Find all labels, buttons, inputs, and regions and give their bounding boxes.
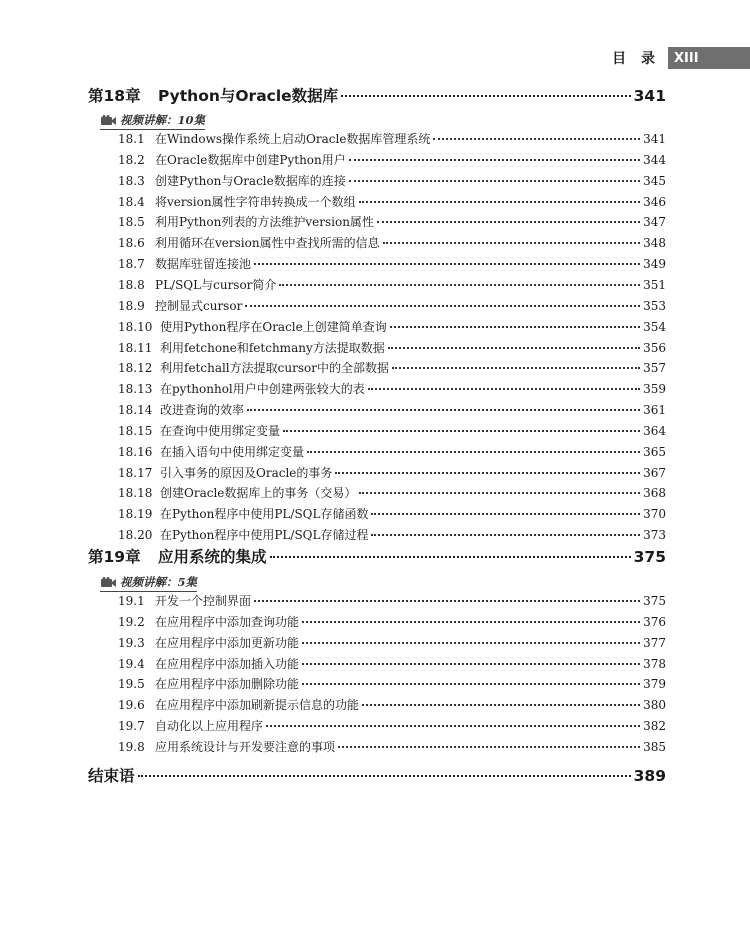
dot-leader [254, 263, 640, 265]
section-entry-title: 控制显式cursor [155, 298, 243, 313]
section-entry-title: 在插入语句中使用绑定变量 [160, 444, 305, 459]
section-entry-page: 373 [643, 528, 666, 543]
section-entry-page: 370 [643, 507, 666, 522]
section-entry-title: 在应用程序中添加更新功能 [155, 635, 300, 650]
section-entry[interactable] [118, 151, 666, 168]
section-entry-title: 开发一个控制界面 [155, 594, 252, 608]
section-entry-number: 19.2 [118, 614, 145, 629]
section-entry-number: 18.11 [118, 340, 153, 355]
section-entry-title: PL/SQL与cursor简介 [155, 277, 277, 292]
dot-leader [335, 472, 640, 474]
section-entry-number: 18.20 [118, 528, 153, 543]
video-camera-icon [100, 115, 117, 126]
section-entry-page: 368 [643, 486, 666, 501]
section-entry-page: 359 [643, 382, 666, 397]
section-entry-number: 19.8 [118, 739, 145, 754]
chapter-entry-title: Python与Oracle数据库 [158, 87, 339, 105]
section-entry-number: 18.17 [118, 465, 153, 480]
section-entry-number: 18.15 [118, 423, 153, 438]
section-entry-title: 在Python程序中使用PL/SQL存储过程 [160, 528, 369, 543]
section-entry-page: 385 [643, 739, 666, 754]
section-entry-page: 349 [643, 257, 666, 272]
dot-leader [338, 746, 640, 748]
dot-leader [341, 95, 630, 97]
dot-leader [368, 388, 640, 390]
section-entry[interactable] [118, 592, 666, 609]
section-entry[interactable] [118, 526, 666, 543]
section-entry-number: 18.6 [118, 236, 145, 251]
video-lecture-label: 视频讲解：5集 [120, 575, 198, 589]
section-entry[interactable] [118, 443, 666, 460]
section-entry-title: 使用Python程序在Oracle上创建简单查询 [160, 319, 387, 334]
dot-leader [362, 704, 640, 706]
section-entry-title: 创建Python与Oracle数据库的连接 [155, 173, 346, 188]
dot-leader [254, 600, 640, 602]
dot-leader [392, 367, 640, 369]
section-entry-number: 18.9 [118, 298, 145, 313]
dot-leader [302, 621, 640, 623]
section-entry[interactable] [118, 193, 666, 210]
section-entry[interactable] [118, 484, 666, 501]
section-entry-page: 346 [643, 194, 666, 209]
dot-leader [359, 492, 640, 494]
section-entry-page: 348 [643, 236, 666, 251]
video-camera-icon [100, 577, 117, 588]
section-entry[interactable] [118, 738, 666, 755]
section-entry-page: 354 [643, 319, 666, 334]
section-entry-title: 将version属性字符串转换成一个数组 [155, 194, 356, 209]
section-entry-page: 382 [643, 719, 666, 734]
chapter-entry[interactable] [88, 545, 666, 567]
section-entry-number: 18.18 [118, 486, 153, 501]
section-entry-page: 380 [643, 698, 666, 713]
dot-leader [349, 180, 640, 182]
section-entry-title: 创建Oracle数据库上的事务（交易） [160, 486, 357, 501]
section-entry-page: 376 [643, 614, 666, 629]
section-entry-title: 自动化以上应用程序 [155, 719, 264, 734]
chapter-entry-number: 第19章 [88, 548, 141, 566]
dot-leader [383, 242, 641, 244]
section-entry[interactable] [118, 422, 666, 439]
section-entry-number: 19.6 [118, 698, 145, 713]
section-entry-page: 353 [643, 298, 666, 313]
section-entry-title: 数据库驻留连接池 [155, 257, 252, 272]
dot-leader [377, 221, 640, 223]
video-lecture-label: 视频讲解：10集 [120, 113, 206, 127]
section-entry-page: 379 [643, 677, 666, 692]
section-entry-page: 347 [643, 215, 666, 230]
section-entry-number: 18.2 [118, 152, 145, 167]
section-entry[interactable] [118, 380, 666, 397]
section-entry-page: 341 [643, 132, 666, 146]
section-entry[interactable] [118, 172, 666, 189]
section-entry-page: 367 [643, 465, 666, 480]
section-entry-page: 351 [643, 277, 666, 292]
section-entry-title: 在Python程序中使用PL/SQL存储函数 [160, 507, 369, 522]
section-entry-page: 378 [643, 656, 666, 671]
video-lecture-badge [100, 574, 197, 590]
section-entry-number: 19.4 [118, 656, 145, 671]
section-entry-number: 18.12 [118, 361, 153, 376]
header-title: 目 录 [612, 51, 660, 67]
dot-leader [371, 513, 640, 515]
section-entry[interactable] [118, 655, 666, 672]
section-entry[interactable] [118, 505, 666, 522]
section-entry-title: 引入事务的原因及Oracle的事务 [160, 465, 333, 480]
section-entry-number: 18.7 [118, 257, 145, 272]
section-entry-title: 在Windows操作系统上启动Oracle数据库管理系统 [155, 132, 431, 146]
section-entry-number: 18.4 [118, 194, 145, 209]
dot-leader [302, 683, 640, 685]
section-entry-page: 375 [643, 594, 666, 608]
dot-leader [307, 451, 640, 453]
chapter-entry-page: 341 [633, 87, 666, 105]
section-entry-page: 364 [643, 423, 666, 438]
section-entry-number: 19.5 [118, 677, 145, 692]
section-entry-number: 18.1 [118, 132, 145, 146]
dot-leader [359, 201, 641, 203]
section-entry-number: 18.16 [118, 444, 153, 459]
section-entry[interactable] [118, 213, 666, 230]
section-entry[interactable] [118, 318, 666, 335]
section-entry-number: 18.14 [118, 403, 153, 418]
dot-leader [266, 725, 640, 727]
section-entry[interactable] [118, 717, 666, 734]
chapter-entry-number: 第18章 [88, 87, 141, 105]
section-entry-title: 在Oracle数据库中创建Python用户 [155, 152, 346, 167]
section-entry-number: 18.19 [118, 507, 153, 522]
dot-leader [371, 534, 640, 536]
section-entry-title: 在应用程序中添加查询功能 [155, 614, 300, 629]
chapter-entry[interactable] [88, 84, 666, 106]
header-page-number: XIII [668, 47, 750, 69]
dot-leader [302, 642, 640, 644]
dot-leader [433, 138, 640, 140]
section-entry[interactable] [118, 675, 666, 692]
section-entry-number: 19.3 [118, 635, 145, 650]
section-entry-page: 377 [643, 635, 666, 650]
section-entry-page: 365 [643, 444, 666, 459]
section-entry[interactable] [118, 130, 666, 147]
closing-entry[interactable] [88, 764, 666, 786]
section-entry-number: 18.8 [118, 277, 145, 292]
section-entry[interactable] [118, 297, 666, 314]
section-entry-page: 344 [643, 152, 666, 167]
section-entry-title: 在应用程序中添加删除功能 [155, 677, 300, 692]
video-lecture-badge [100, 112, 205, 128]
section-entry-number: 19.7 [118, 719, 145, 734]
section-entry-number: 18.10 [118, 319, 153, 334]
section-entry-title: 在应用程序中添加刷新提示信息的功能 [155, 698, 360, 713]
section-entry-title: 在pythonhol用户中创建两张较大的表 [160, 382, 365, 397]
section-entry[interactable] [118, 359, 666, 376]
section-entry-number: 18.5 [118, 215, 145, 230]
section-entry-title: 利用fetchone和fetchmany方法提取数据 [160, 340, 385, 355]
dot-leader [302, 663, 640, 665]
closing-entry-title: 结束语 [88, 767, 135, 785]
section-entry[interactable] [118, 696, 666, 713]
section-entry-page: 345 [643, 173, 666, 188]
section-entry[interactable] [118, 634, 666, 651]
section-entry[interactable] [118, 276, 666, 293]
section-entry-title: 利用fetchall方法提取cursor中的全部数据 [160, 361, 389, 376]
section-entry-title: 利用Python列表的方法维护version属性 [155, 215, 374, 230]
section-entry-title: 在应用程序中添加插入功能 [155, 656, 300, 671]
section-entry[interactable] [118, 613, 666, 630]
section-entry[interactable] [118, 339, 666, 356]
section-entry[interactable] [118, 234, 666, 251]
closing-entry-page: 389 [633, 767, 666, 785]
page-header [612, 47, 750, 69]
section-entry-number: 18.13 [118, 382, 153, 397]
section-entry-page: 356 [643, 340, 666, 355]
section-entry-page: 361 [643, 403, 666, 418]
section-entry-number: 18.3 [118, 173, 145, 188]
section-entry-page: 357 [643, 361, 666, 376]
dot-leader [279, 284, 640, 286]
section-entry-title: 应用系统设计与开发要注意的事项 [155, 739, 336, 754]
section-entry[interactable] [118, 255, 666, 272]
chapter-entry-title: 应用系统的集成 [158, 548, 267, 566]
section-entry[interactable] [118, 464, 666, 481]
section-entry-title: 在查询中使用绑定变量 [160, 423, 281, 438]
dot-leader [138, 775, 631, 777]
section-entry[interactable] [118, 401, 666, 418]
dot-leader [390, 326, 640, 328]
dot-leader [270, 556, 631, 558]
dot-leader [283, 430, 640, 432]
dot-leader [247, 409, 640, 411]
dot-leader [245, 305, 640, 307]
section-entry-title: 改进查询的效率 [160, 403, 245, 418]
dot-leader [349, 159, 640, 161]
section-entry-title: 利用循环在version属性中查找所需的信息 [155, 236, 380, 251]
dot-leader [388, 347, 640, 349]
chapter-entry-page: 375 [633, 548, 666, 566]
section-entry-number: 19.1 [118, 594, 145, 608]
